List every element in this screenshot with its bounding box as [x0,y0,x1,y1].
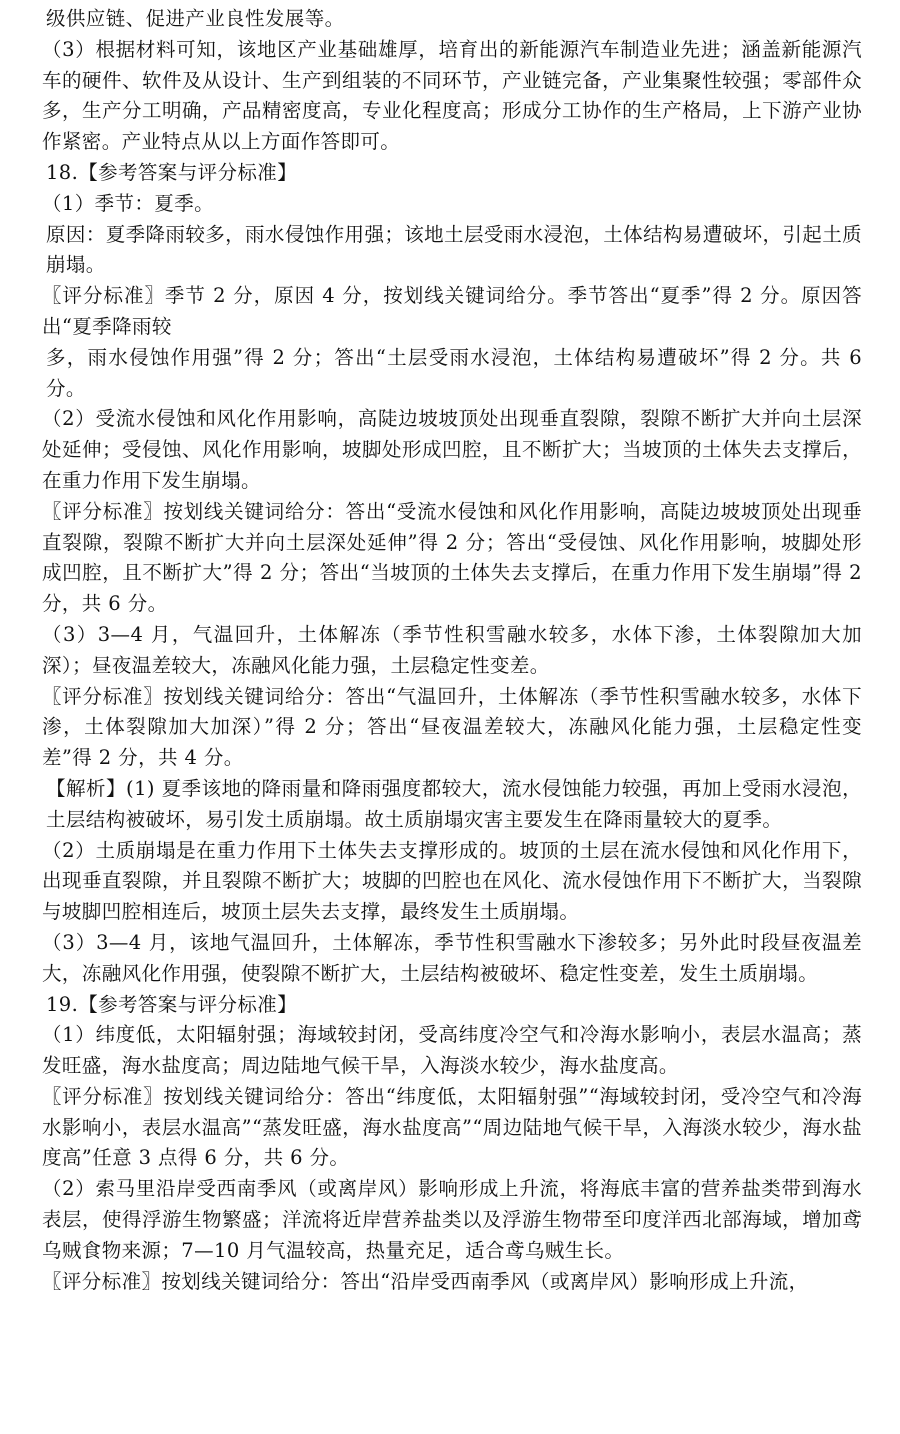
analysis-3: （3）3—4 月，该地气温回升，土体解冻，季节性积雪融水下渗较多；另外此时段昼夜温差大，冻融风化作用强，使裂隙不断扩大，土层结构被破坏、稳定性变差，发生土质崩塌。 [42,930,862,985]
scoring-standard-2: 〖评分标准〗按划线关键词给分：答出“受流水侵蚀和风化作用影响，高陡边坡坡顶处出现垂直裂隙，裂隙不断扩大并向土层深处延伸”得 2 分；答出“受侵蚀、风化作用影响，坡脚处形成凹腔，且不断扩大”得 2 分；答出“当坡顶的土体失去支撑后，在重力作用下发生崩塌”得 2 分，共 6 分。 [42,499,862,616]
scoring-standard-3: 〖评分标准〗按划线关键词给分：答出“气温回升，土体解冻（季节性积雪融水较多，水体下渗，土体裂隙加大加深）”得 2 分；答出“昼夜温差较大，冻融风化能力强，土层稳定性变差”得 2 分，共 4 分。 [42,684,862,770]
scoring-standard-1: 〖评分标准〗季节 2 分，原因 4 分，按划线关键词给分。季节答出“夏季”得 2 分。原因答出“夏季降雨较 [42,284,862,338]
scoring-standard-5: 〖评分标准〗按划线关键词给分：答出“沿岸受西南季风（或离岸风）影响形成上升流， [42,1269,809,1293]
paragraph-2: （3）根据材料可知，该地区产业基础雄厚，培育出的新能源汽车制造业先进；涵盖新能源汽车的硬件、软件及从设计、生产到组装的不同环节，产业链完备，产业集聚性较强；零部件众多，生产分工明确，产品精密度高，专业化程度高；形成分工协作的生产格局，上下游产业协作紧密。产业特点从以上方面作答即可。 [42,37,862,154]
paragraph-1: 级供应链、促进产业良性发展等。 [46,7,345,30]
paragraph-8: （2）受流水侵蚀和风化作用影响，高陡边坡坡顶处出现垂直裂隙，裂隙不断扩大并向土层深处延伸；受侵蚀、风化作用影响，坡脚处形成凹腔，且不断扩大；当坡顶的土体失去支撑后，在重力作用下发生崩塌。 [42,407,862,492]
analysis-2: （2）土质崩塌是在重力作用下土体失去支撑形成的。坡顶的土层在流水侵蚀和风化作用下，出现垂直裂隙，并且裂隙不断扩大；坡脚的凹腔也在风化、流水侵蚀作用下不断扩大，当裂隙与坡脚凹腔相连后，坡顶土层失去支撑，最终发生土质崩塌。 [42,838,862,924]
analysis-1: 【解析】(1) 夏季该地的降雨量和降雨强度都较大，流水侵蚀能力较强，再加上受雨水浸泡，土层结构被破坏，易引发土质崩塌。故土质崩塌灾害主要发生在降雨量较大的夏季。 [46,776,862,831]
paragraph-18: （2）索马里沿岸受西南季风（或离岸风）影响形成上升流，将海底丰富的营养盐类带到海水表层，使得浮游生物繁盛；洋流将近岸营养盐类以及浮游生物带至印度洋西北部海域，增加鸢乌贼食物来源；7—10 月气温较高，热量充足，适合鸢乌贼生长。 [42,1177,862,1262]
paragraph-7: 多，雨水侵蚀作用强”得 2 分；答出“土层受雨水浸泡，土体结构易遭破坏”得 2 分。共 6 分。 [46,345,862,400]
document-page [42,4,862,1297]
paragraph-16: （1）纬度低，太阳辐射强；海域较封闭，受高纬度冷空气和冷海水影响小，表层水温高；蒸发旺盛，海水盐度高；周边陆地气候干旱，入海淡水较少，海水盐度高。 [42,1023,862,1078]
scoring-standard-4: 〖评分标准〗按划线关键词给分：答出“纬度低，太阳辐射强”“海域较封闭，受冷空气和冷海水影响小，表层水温高”“蒸发旺盛，海水盐度高”“周边陆地气候干旱，入海淡水较少，海水盐度高”任意 3 点得 6 分，共 6 分。 [42,1084,862,1170]
paragraph-4: （1）季节：夏季。 [42,191,215,215]
question-19-heading: 19.【参考答案与评分标准】 [46,992,298,1016]
paragraph-10: （3）3—4 月，气温回升，土体解冻（季节性积雪融水较多，水体下渗，土体裂隙加大加深）；昼夜温差较大，冻融风化能力强，土层稳定性变差。 [42,622,862,677]
paragraph-5: 原因：夏季降雨较多，雨水侵蚀作用强；该地土层受雨水浸泡，土体结构易遭破坏，引起土质崩塌。 [46,222,862,277]
question-18-heading: 18.【参考答案与评分标准】 [46,160,298,184]
